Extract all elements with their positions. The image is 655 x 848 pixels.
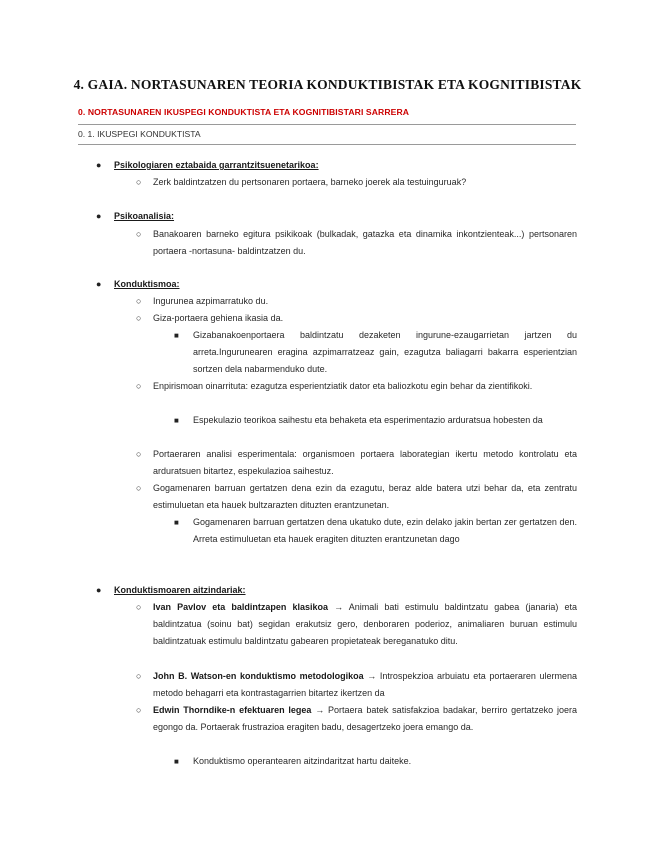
- subsection-heading: 0. 1. IKUSPEGI KONDUKTISTA: [78, 129, 201, 139]
- bullet-disc-icon: ●: [96, 160, 102, 170]
- bullet-square-icon: ■: [174, 757, 179, 766]
- list-item: Ingurunea azpimarratuko du.: [153, 296, 269, 306]
- list-item: Gogamenaren barruan gertatzen dena ukatuko dute, ezin delako jakin bertan zer gertatzen den. Arreta estimuluetan eta hauek eragiten dituzten erantzunetan dago: [193, 517, 577, 545]
- list-item: Zerk baldintzatzen du pertsonaren portaera, barneko joerek ala testuinguruak?: [153, 177, 467, 187]
- list-item: Enpirismoan oinarrituta: ezagutza esperientziatik dator eta baliozkotu egin behar da zientifikoki.: [153, 381, 533, 391]
- bullet-circle-icon: ○: [136, 483, 142, 493]
- bullet-disc-icon: ●: [96, 211, 102, 221]
- bullet-circle-icon: ○: [136, 705, 142, 715]
- heading-psikoanalisia: Psikoanalisia:: [114, 211, 175, 221]
- bullet-square-icon: ■: [174, 416, 179, 425]
- bullet-circle-icon: ○: [136, 449, 142, 459]
- thorndike-name: Edwin Thorndike-n efektuaren legea: [153, 705, 312, 715]
- bullet-square-icon: ■: [174, 331, 179, 340]
- list-item: Gizabanakoenportaera baldintzatu dezaketen ingurune-ezaugarrietan jartzen du arreta.Ingurunearen eragina azpimarratzeaz gain, ezagutza baliagarri bakarra esperientzian sortzen dela nabarmenduko dute.: [193, 330, 577, 375]
- heading-psikologiaren-eztabaida: Psikologiaren eztabaida garrantzitsuenetarikoa:: [114, 160, 319, 170]
- list-item: Portaeraren analisi esperimentala: organismoen portaera laborategian ikertu metodo kontrolatu eta arduratsuen bitartez, espekulazioa saihestuz.: [153, 449, 577, 477]
- watson-name: John B. Watson-en konduktismo metodologikoa: [153, 671, 364, 681]
- bullet-circle-icon: ○: [136, 313, 142, 323]
- section-divider: [78, 124, 576, 125]
- bullet-circle-icon: ○: [136, 381, 142, 391]
- heading-konduktismoa: Konduktismoa:: [114, 279, 180, 289]
- list-item: Konduktismo operantearen aitzindaritzat hartu daiteke.: [193, 756, 412, 766]
- list-item-pavlov: [153, 599, 577, 651]
- bullet-square-icon: ■: [174, 518, 179, 527]
- watson-text: → Introspekzioa arbuiatu eta portaeraren ulermena metodo behagarri eta kontrastagarrien bitartez ikertzen da: [153, 671, 577, 699]
- heading-konduktismoaren-aitzindariak: Konduktismoaren aitzindariak:: [114, 585, 246, 595]
- list-item: Banakoaren barneko egitura psikikoak (bulkadak, gatazka eta dinamika inkontzienteak...) pertsonaren portaera -nortasuna- baldintzatzen du.: [153, 229, 577, 257]
- subsection-divider: [78, 144, 576, 145]
- list-item: Espekulazio teorikoa saihestu eta behaketa eta esperimentazio arduratsua hobesten da: [193, 415, 543, 425]
- bullet-disc-icon: ●: [96, 279, 102, 289]
- thorndike-text: → Portaera batek satisfakzioa badakar, berriro gertatzeko joera egongo da. Portaerak frustrazioa eragiten badu, desagertzeko joera emango da.: [153, 705, 577, 733]
- list-item-watson: [153, 668, 577, 702]
- bullet-circle-icon: ○: [136, 602, 142, 612]
- bullet-circle-icon: ○: [136, 671, 142, 681]
- bullet-circle-icon: ○: [136, 177, 142, 187]
- list-item: Gogamenaren barruan gertatzen dena ezin da ezagutu, beraz alde batera utzi behar da, eta zentratu estimuluetan eta hauek bultzarazten dituzten erantzunetan.: [153, 483, 577, 511]
- pavlov-text: → Animali bati estimulu baldintzatu gabea (janaria) eta baldintzatua (soinu bat) segidan erakutsiz gero, denboraren poderioz, animaliaren buruan estimulu baldintzatuak estimulu baldintzatu gabearen propietateak bereganatuko ditu.: [153, 602, 577, 647]
- pavlov-name: Ivan Pavlov eta baldintzapen klasikoa: [153, 602, 328, 612]
- page-title: 4. GAIA. NORTASUNAREN TEORIA KONDUKTIBISTAK ETA KOGNITIBISTAK: [73, 77, 582, 92]
- list-item: Giza-portaera gehiena ikasia da.: [153, 313, 284, 323]
- bullet-circle-icon: ○: [136, 296, 142, 306]
- bullet-circle-icon: ○: [136, 229, 142, 239]
- bullet-disc-icon: ●: [96, 585, 102, 595]
- section-heading: 0. NORTASUNAREN IKUSPEGI KONDUKTISTA ETA KOGNITIBISTARI SARRERA: [78, 107, 410, 117]
- list-item-thorndike: [153, 702, 577, 736]
